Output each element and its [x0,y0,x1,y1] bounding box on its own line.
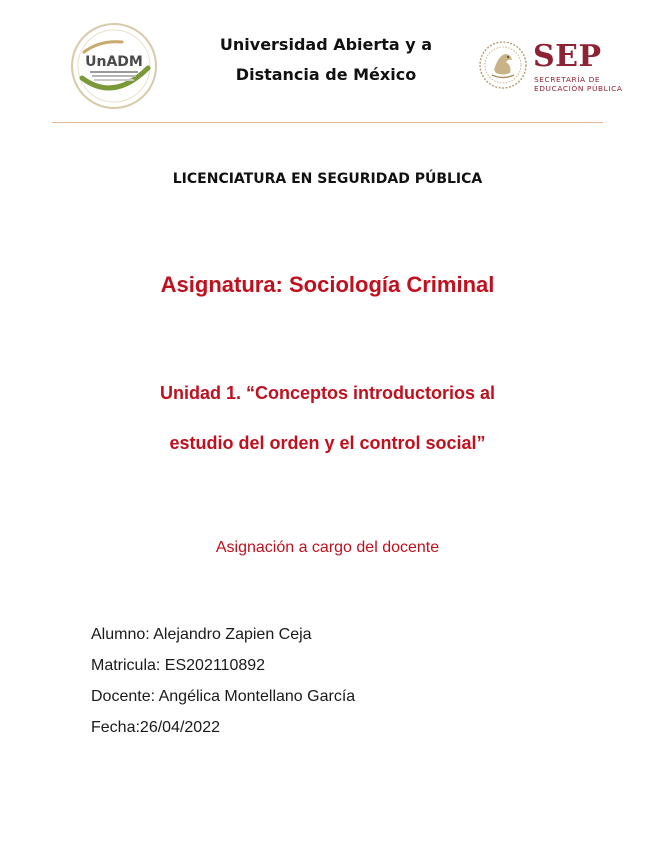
program-title: LICENCIATURA EN SEGURIDAD PÚBLICA [172,171,483,187]
unit-title-line-1: Unidad 1. “Conceptos introductorios al [159,383,496,403]
mexican-eagle-emblem-icon [478,40,528,90]
student-name: Alumno: Alejandro Zapien Ceja [91,626,312,643]
sep-logo-subtitle-line-1: SECRETARÍA DE [534,75,601,84]
teacher-name: Docente: Angélica Montellano García [91,688,356,705]
university-name [195,30,457,90]
sep-logo-subtitle [534,75,623,93]
unit-title-line-2: estudio del orden y el control social” [169,433,486,453]
enrollment-number: Matricula: ES202110892 [91,657,266,674]
document-header [0,0,655,125]
university-name-line-2: Distancia de México [235,65,417,84]
sep-logo-subtitle-line-2: EDUCACIÓN PÚBLICA [534,84,623,93]
university-name-line-1: Universidad Abierta y a [219,35,433,54]
svg-text:UnADM: UnADM [85,54,143,70]
assignment-subtitle: Asignación a cargo del docente [215,539,440,556]
sep-logo-word: SEP [533,39,602,74]
submission-date: Fecha:26/04/2022 [91,719,220,736]
header-divider [52,122,603,123]
sep-logo [533,41,638,93]
subject-title: Asignatura: Sociología Criminal [160,272,495,297]
unadm-logo [70,22,158,110]
student-details [91,619,355,743]
unit-title [0,368,655,468]
